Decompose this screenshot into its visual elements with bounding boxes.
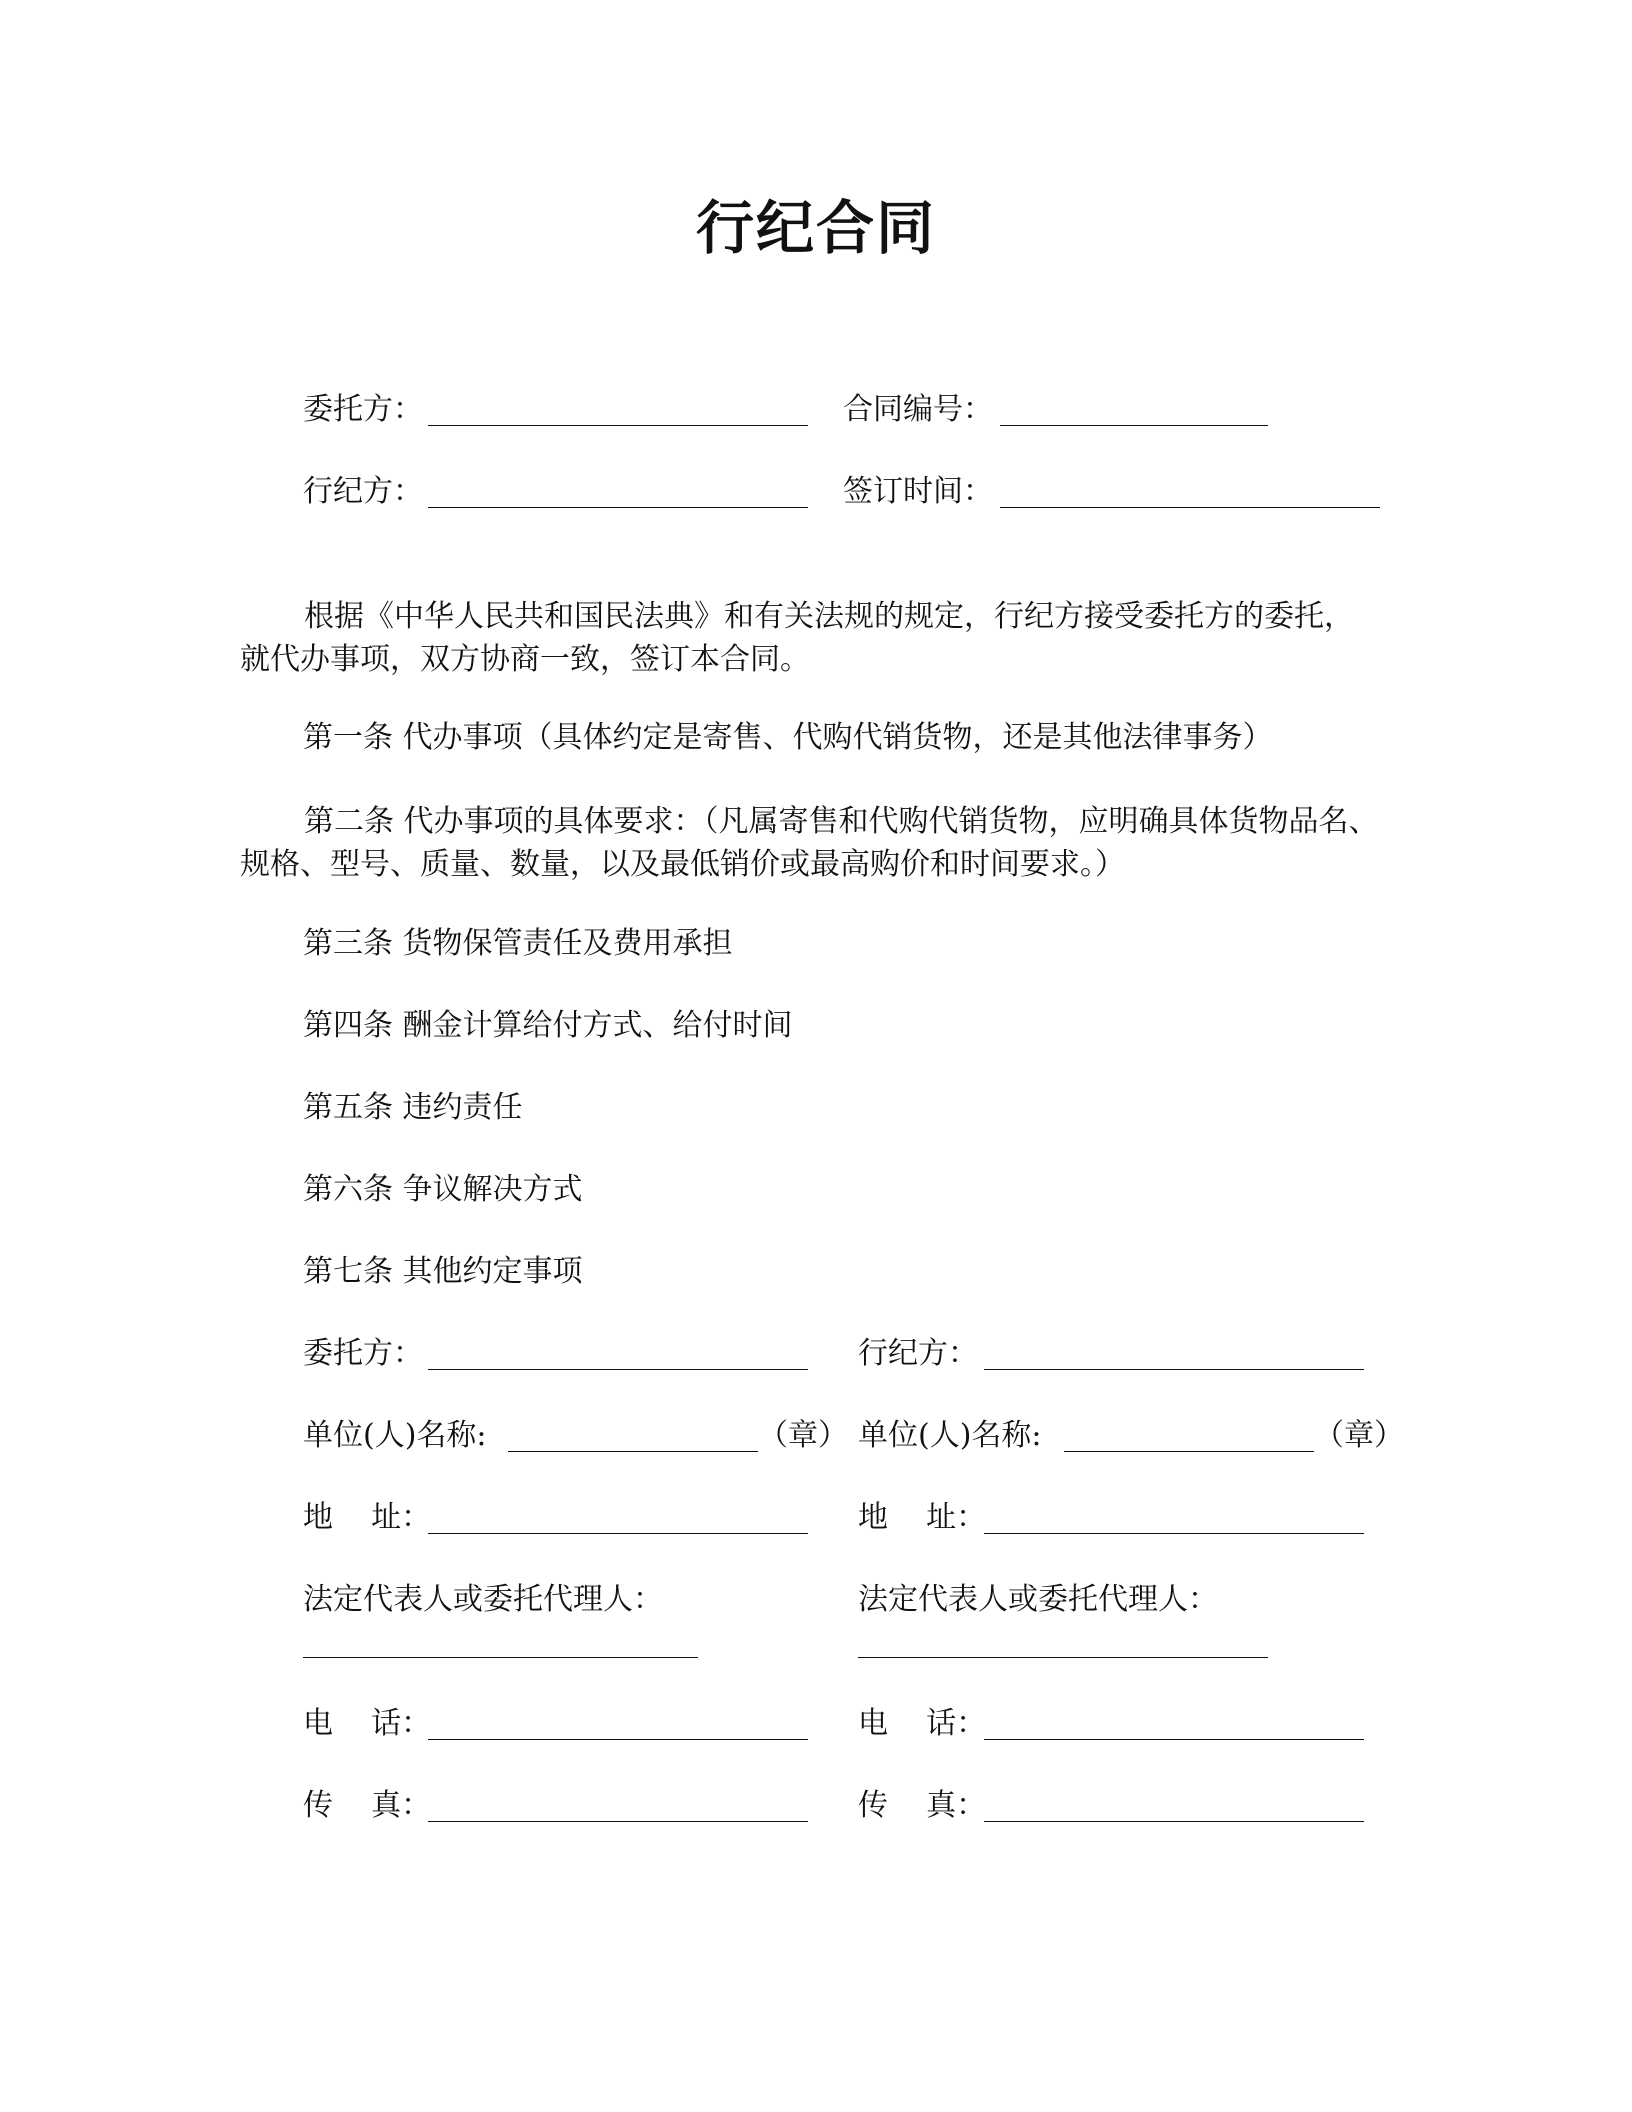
clause-7: 第七条 其他约定事项 [303, 1254, 583, 1289]
sig-left-seal: （章） [758, 1418, 848, 1453]
clause-2: 第二条 代办事项的具体要求：（凡属寄售和代购代销货物，应明确具体货物品名、规格、型号、质量、数量，以及最低销价或最高购价和时间要求。） [240, 804, 1379, 882]
document-title: 行纪合同 [695, 194, 936, 262]
sig-left-party-label: 委托方： [303, 1336, 423, 1371]
commission-agent-label: 行纪方： [303, 474, 423, 509]
clause-5: 第五条 违约责任 [303, 1090, 523, 1125]
sig-right-address-blank[interactable] [984, 1533, 1364, 1534]
sig-right-unit-label: 单位(人)名称: [858, 1418, 1042, 1453]
sig-right-phone-blank[interactable] [984, 1739, 1364, 1740]
sig-left-fax-label: 传 真： [303, 1788, 432, 1823]
sig-right-address-label: 地 址： [858, 1500, 987, 1535]
sig-right-fax-blank[interactable] [984, 1821, 1364, 1822]
sig-right-legal-rep-label: 法定代表人或委托代理人： [858, 1582, 1218, 1617]
sig-left-fax-blank[interactable] [428, 1821, 808, 1822]
sig-left-legal-rep-blank[interactable] [303, 1657, 698, 1658]
sig-left-phone-blank[interactable] [428, 1739, 808, 1740]
sig-right-party-label: 行纪方： [858, 1336, 978, 1371]
clause-6: 第六条 争议解决方式 [303, 1172, 583, 1207]
sig-left-address-label: 地 址： [303, 1500, 432, 1535]
sig-right-fax-label: 传 真： [858, 1788, 987, 1823]
clause-1: 第一条 代办事项（具体约定是寄售、代购代销货物，还是其他法律事务） [303, 720, 1273, 755]
sig-right-unit-blank[interactable] [1064, 1451, 1314, 1452]
sig-right-seal: （章） [1314, 1418, 1404, 1453]
signing-time-label: 签订时间： [843, 474, 993, 509]
clause-3: 第三条 货物保管责任及费用承担 [303, 926, 733, 961]
sig-right-legal-rep-blank[interactable] [858, 1657, 1268, 1658]
preamble-paragraph: 根据《中华人民共和国民法典》和有关法规的规定，行纪方接受委托方的委托，就代办事项，双方协商一致，签订本合同。 [240, 599, 1354, 677]
signing-time-blank[interactable] [1000, 507, 1380, 508]
sig-right-phone-label: 电 话： [858, 1706, 987, 1741]
sig-left-party-blank[interactable] [428, 1369, 808, 1370]
sig-left-unit-blank[interactable] [508, 1451, 758, 1452]
commission-agent-blank[interactable] [428, 507, 808, 508]
principal-label: 委托方： [303, 392, 423, 427]
sig-left-phone-label: 电 话： [303, 1706, 432, 1741]
sig-left-unit-label: 单位(人)名称: [303, 1418, 487, 1453]
clause-4: 第四条 酬金计算给付方式、给付时间 [303, 1008, 793, 1043]
sig-right-party-blank[interactable] [984, 1369, 1364, 1370]
sig-left-legal-rep-label: 法定代表人或委托代理人： [303, 1582, 663, 1617]
contract-no-blank[interactable] [1000, 425, 1268, 426]
contract-no-label: 合同编号： [843, 392, 993, 427]
sig-left-address-blank[interactable] [428, 1533, 808, 1534]
principal-blank[interactable] [428, 425, 808, 426]
